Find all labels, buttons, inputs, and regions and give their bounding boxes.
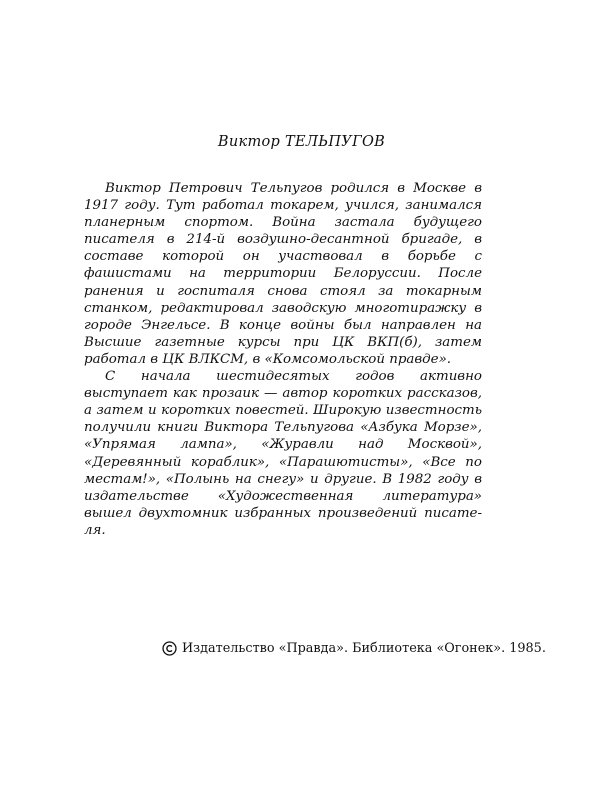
copyright-text: Издательство «Правда». Библиотека «Огонек». 1985. [182,641,546,656]
copyright-icon [162,641,177,656]
bio-paragraph: С начала шестидесятых годов активно выступает как прозаик — автор коротких рассказов, а затем и коротких повестей. Широкую известность получили книги Виктора Тельпугова «Азбука Морзе», «Упрямая лампа», «Журавли над Москвой», «Деревянный кораблик», «Парашютисты», «Все по местам!», «Полынь на снегу» и другие. В 1982 году в издательстве «Художественная литература» вышел двухтомник избранных произведений писателя. [84,369,482,538]
author-title: Виктор ТЕЛЬПУГОВ [217,134,386,150]
author-biography [84,180,482,539]
bio-paragraph: Виктор Петрович Тельпугов родился в Москве в 1917 году. Тут работал токарем, учился, занимался планерным спортом. Война застала будущего писателя в 214-й воздушно-десантной бригаде, в составе которой он участвовал в борьбе с фашистами на территории Белоруссии. После ранения и госпиталя снова стоял за токарным станком, редактировал заводскую многотиражку в городе Энгельсе. В конце войны был направлен на Высшие газетные курсы при ЦК ВКП(б), затем работал в ЦК ВЛКСМ, в «Комсомольской правде». [84,181,482,367]
copyright-line [162,641,546,656]
